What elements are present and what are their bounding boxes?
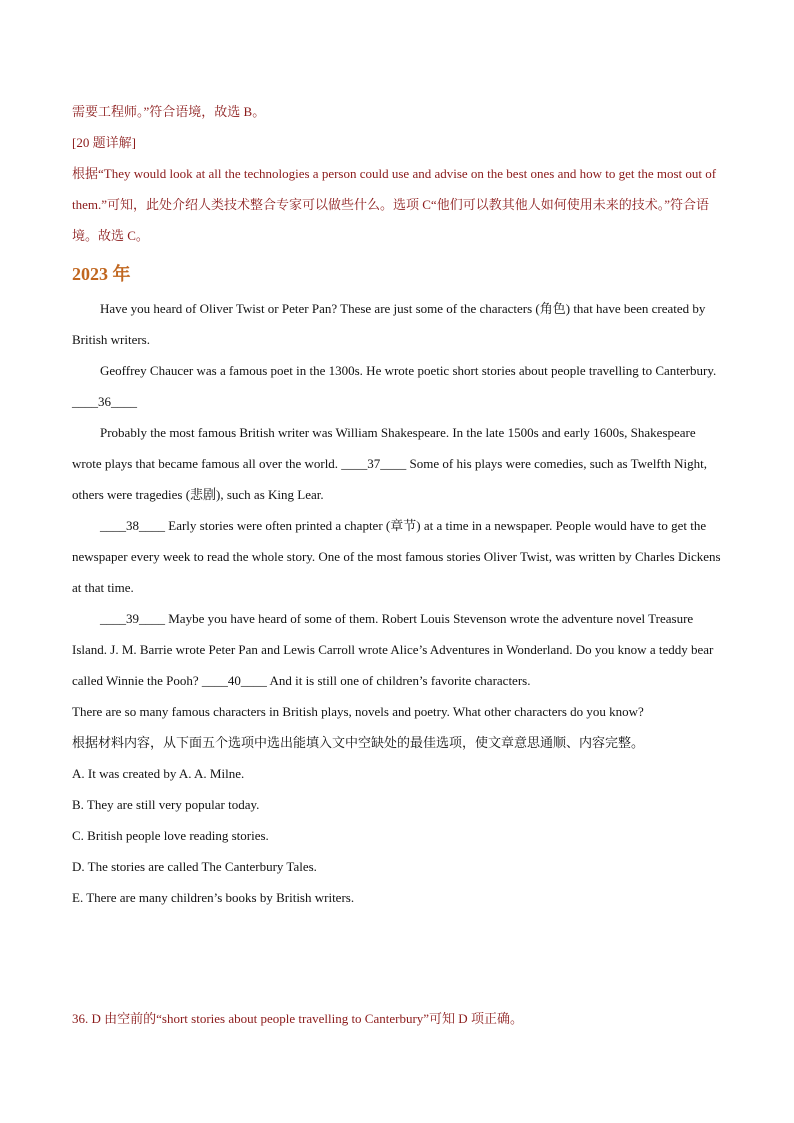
question-instruction: 根据材料内容，从下面五个选项中选出能填入文中空缺处的最佳选项，使文章意思通顺、内容完整。 <box>72 735 645 750</box>
passage-paragraph-4: ____38____ Early stories were often printed a chapter (章节) at a time in a newspaper. People would have to get the newspaper every week to read the whole story. One of the most famous stories Oliver Twist, was written by Charles Dickens at that time. <box>72 518 721 595</box>
prev-answer-explanation: 根据“They would look at all the technologies a person could use and advise on the best ones and how to get the most out of them.”可知，此处介绍人类技术整合专家可以做些什么。选项 C“他们可以教其他人如何使用未来的技术。”符合语境。故选 C。 <box>72 166 717 243</box>
document-body <box>72 96 726 913</box>
passage-closing: There are so many famous characters in British plays, novels and poetry. What other characters do you know? <box>72 704 644 719</box>
option-c: C. British people love reading stories. <box>72 828 269 843</box>
passage-paragraph-2: Geoffrey Chaucer was a famous poet in the 1300s. He wrote poetic short stories about people travelling to Canterbury. ____36____ <box>72 363 717 409</box>
option-d: D. The stories are called The Canterbury Tales. <box>72 859 317 874</box>
passage-paragraph-3: Probably the most famous British writer was William Shakespeare. In the late 1500s and early 1600s, Shakespeare wrote plays that became famous all over the world. ____37____ Some of his plays were comedies, such as Twelfth Night, others were tragedies (悲剧), such as King Lear. <box>72 425 707 502</box>
passage-paragraph-5: ____39____ Maybe you have heard of some of them. Robert Louis Stevenson wrote the adventure novel Treasure Island. J. M. Barrie wrote Peter Pan and Lewis Carroll wrote Alice’s Adventures in Wonderland. Do you know a teddy bear called Winnie the Pooh? ____40____ And it is still one of children’s favorite characters. <box>72 611 714 688</box>
option-a: A. It was created by A. A. Milne. <box>72 766 245 781</box>
option-e: E. There are many children’s books by British writers. <box>72 890 355 905</box>
prev-answer-line: 需要工程师。”符合语境，故选 B。 <box>72 104 266 119</box>
option-b: B. They are still very popular today. <box>72 797 260 812</box>
year-heading: 2023 年 <box>72 264 131 284</box>
passage-paragraph-1: Have you heard of Oliver Twist or Peter Pan? These are just some of the characters (角色) that have been created by British writers. <box>72 301 706 347</box>
solution-36: 36. D 由空前的“short stories about people travelling to Canterbury”可知 D 项正确。 <box>72 1011 523 1026</box>
prev-answer-label: [20 题详解] <box>72 135 136 150</box>
